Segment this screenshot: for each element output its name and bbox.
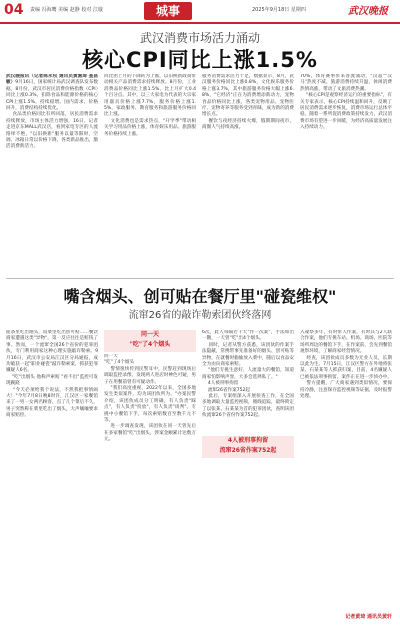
story2-column: 入窥察多年，有时带人作案，有时其与2人联合作案，他们专挑车站、机场、商场、医院等场所周边的餐馆下手，在作案前，会先到餐馆观察环境，了解商家经营情况。 经查，该团伙成员多数为无业人员，长期以此为生。7月15日，江汉区警方在外地将张某、石某某等人抓获归案，目前，4名嫌疑人已被依法刑事拘留，案件正在进一步侦办中。 警方提醒，广大商家遇到类似情况，要保持冷静，注意保存监控视频等证据，及时报警处理。	[300, 330, 392, 400]
story1-column: 70%，体育赛事带来客流涌动，"汉超""汉马"热度不减，旅游消费持续升温，休闲消费热情高涨，带动了文旅消费热潮。 "核心CPI是观察经济运行的重要指标"，有关专家表示，核心CPI持续温和回升，反映了居民消费需求逐步恢复，消费市场运行总体平稳，随着一系列促消费政策持续发力，武汉消费市场有望进一步回暖，为经济高质量发展注入持续动力。	[300, 74, 392, 131]
highlight-2-line1: 4人被刑事拘留	[227, 437, 269, 444]
story2-headline: 嘴含烟头、创可贴在餐厅里"碰瓷维权"	[63, 287, 337, 306]
page-number: 04	[4, 2, 24, 18]
highlight-1-title: 同一天	[140, 331, 159, 338]
story1-headline: 核心CPI同比上涨1.5%	[82, 48, 318, 72]
issue-date: 2025年9月18日 星期四	[252, 7, 306, 13]
highlight-box-1	[104, 330, 196, 352]
story2-subheadline: 流窜26省的敲诈勒索团伙终落网	[128, 310, 272, 321]
story2-column: 同一天 "吃"了4个烟头 警情很快传到民警耳中，民警赶到现场后调取监控录像，发现两人进店时神色可疑，男子在用餐前曾有可疑动作。 "我们高度重视，2022年以来，全国多地发生类似案件，均为该团伙所为。"办案民警介绍，该团伙成员分工明确，有人负责"踩点"，有人负责"投放"，有人负责"谈判"。专挑中小餐馆下手，每次索赔数百至数千元不等。 进一步调查发现，该团伙在同一天曾先后在多家餐馆"吃"出烟头，涉案金额累计达数万元。	[104, 354, 196, 443]
masthead-logo: 武汉晚报	[348, 6, 388, 17]
page-header	[0, 0, 400, 26]
header-rule	[0, 22, 400, 24]
section-divider	[6, 278, 394, 279]
editors-line: 责编 冯海鹰 美编 赵静 校对 江璇	[30, 7, 103, 13]
story1-body	[6, 74, 396, 271]
story2-column: 6次，此人每隔若干天"作一次案"，手法如出一辙，一天曾"吃"出4个烟头。 同时，记者从警方获悉，该团伙的作案手法隐蔽，常携带事先准备好的烟头、创可贴等异物，在就餐时偷偷放入菜中，随后以食品安全为由向商家索赔。 "他们专挑生意好、人流量大的餐馆，知道商家怕影响声誉，大多会选择私了。" 4人被刑事拘留 流窜26省作案752起 此后，专案组深入开展侦查工作，在全国多地调取大量监控视频，循线追踪，最终锁定了以张某、石某某为首的犯罪团伙，查明该团伙流窜26个省份作案752起。	[202, 330, 294, 419]
story1-byline: 武汉晚报讯（记者陈永权 通讯员黄湘琦 查昌敏）	[6, 74, 98, 86]
story1-column: 服务消费需求活力十足，数据显示，8月，武汉服务价格同比上涨0.8%，文化娱乐服务价格上涨3.7%，其中旅游服务价格大幅上涨6.8%，"它经济"正在为消费增添新动力，宠物食品价格同比上涨，各类宠物用品、宠物医疗、宠物寄养等服务受到青睐，成为新的消费增长点。 餐饮与夜经济持续火爆，假期期间夜市、商圈人气持续高涨。	[202, 74, 294, 131]
highlight-2-line2: 流窜26省作案752起	[219, 447, 277, 454]
story2-byline: 记者黄琦 通讯员黄轩	[345, 614, 392, 620]
highlight-box-2	[202, 436, 294, 458]
story2-body	[6, 330, 396, 620]
section-tab: 城事	[144, 2, 192, 20]
highlight-1-line2: "吃"了4个烟头	[129, 341, 171, 348]
story1-kicker: 武汉消费市场活力涌动	[139, 31, 260, 45]
story1-column	[6, 74, 98, 271]
story2-column: 面条里吃出烟头，饭菜里吃出创可贴……餐饮商家遭遇这类"异物"，第一反应往往是赔钱了事。然而，一个流窜全国26个省份的犯罪团伙，专门利用商家这种心理实施敲诈勒索。9月16日，武汉市公安局江汉区分局通报，成功破获一起"职业碰瓷"敲诈勒索案，抓获犯罪嫌疑人6名。 "吃"出烟头 他称声索赔 "看不出"监控可发现蹊跷 "今天必须给我个说法，不然我把事情闹大！"今年7月8日晚8时许，江汉区一家餐馆来了一男一女两名顾客，点了几个菜后不久，男子突然称在菜里吃出了烟头，大声嚷嚷要求商家赔偿。	[6, 330, 98, 419]
story1-column: 同比由上月的下降转为上涨，以旧换新政策带动相关产品消费需求持续释放。8月份，工业消费品价格同比上涨1.5%，比上月扩大0.4个百分点。其中，以三大家电为代表的大宗家用器具价格上涨7.7%，服务价格上涨1.5%，家政服务、教育服务和旅游服务价格同比上涨。 文化消费也是需求热点，"开学季"带动相关学习用品价格上涨，体育娱乐用品、旅游服务价格持续上涨。	[104, 74, 196, 137]
story1-col-text: 9月16日，国家统计局武汉调查队发布数据，8月份，武汉市居民消费价格指数（CPI）同比上涨0.3%，扣除食品和能源价格的核心CPI上涨1.5%，持续稳增。国内需求、价格回升，消费结构持续优化。 食品类价格同比有所回落，居民消费需求持续释放，市场主体活力增强，16日，记者走进京东MALL武汉店，看到家电专区的人流络绎不绝，"以旧换新"服务以量等限时，空调、冰箱日常以价格下降，各类新品推出，激活消费新活力。	[6, 80, 98, 150]
